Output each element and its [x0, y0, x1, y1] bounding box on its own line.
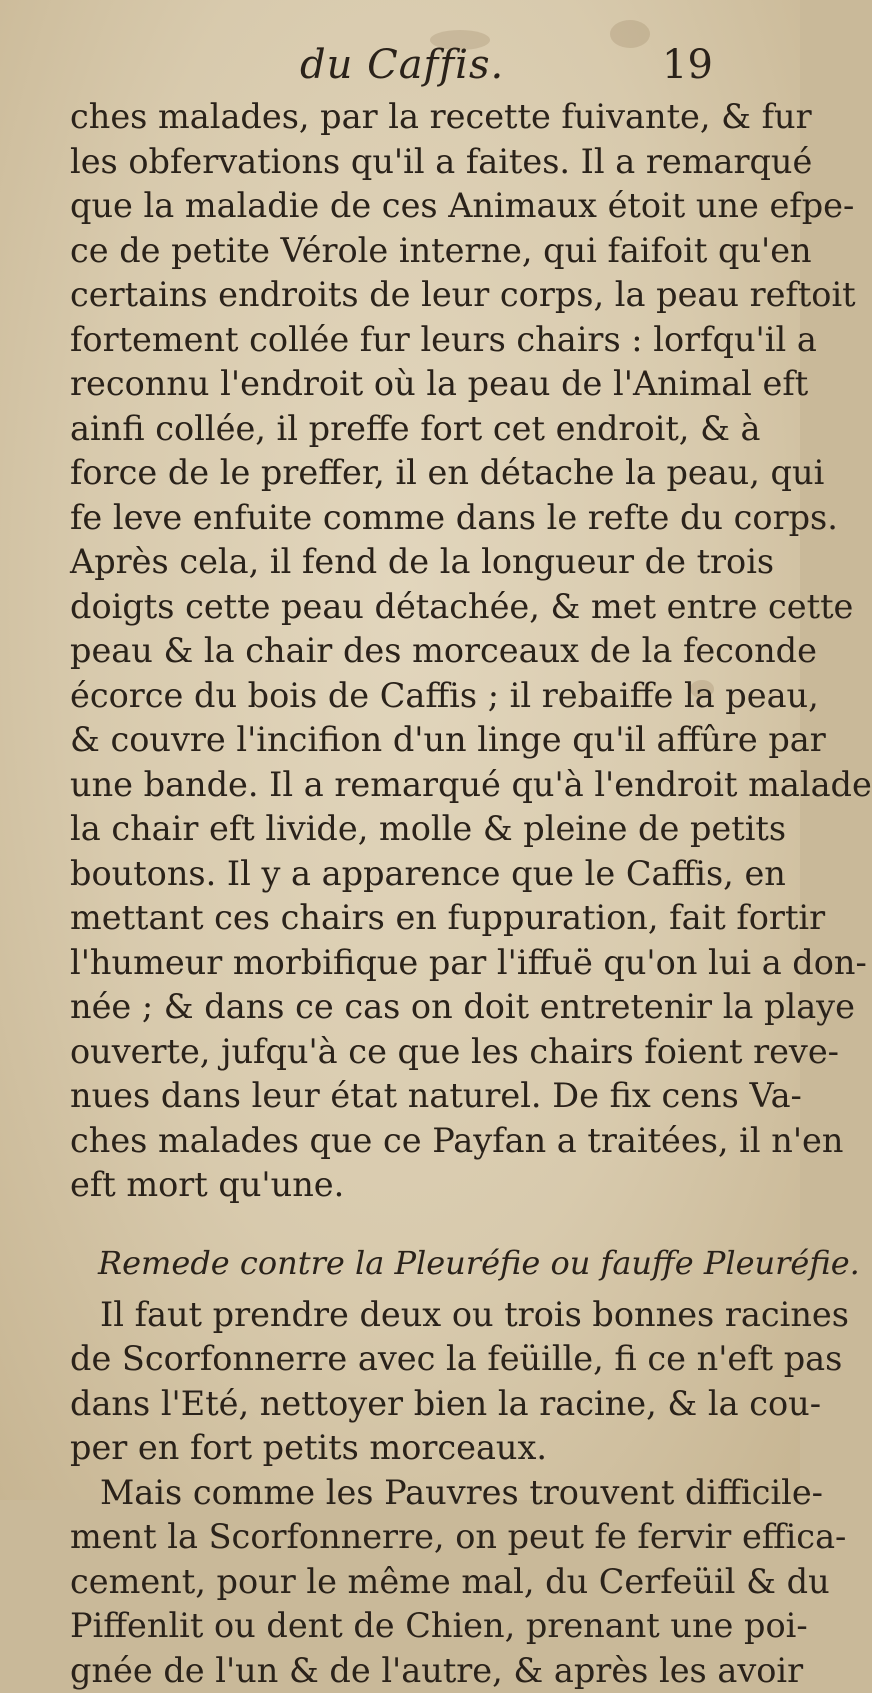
text-line: l'humeur morbifique par l'iffuë qu'on lui a don-: [70, 941, 740, 986]
page-header: [0, 42, 800, 102]
text-line: les obfervations qu'il a faites. Il a remarqué: [70, 140, 740, 185]
text-line: boutons. Il y a apparence que le Caffis, en: [70, 852, 740, 897]
text-line: force de le preffer, il en détache la peau, qui: [70, 451, 740, 496]
page-body: [70, 95, 740, 1693]
text-line: ment la Scorfonnerre, on peut fe fervir effica-: [70, 1515, 740, 1560]
section-title: Remede contre la Pleuréfie ou fauffe Pleuréfie.: [70, 1233, 740, 1293]
text-line: Piffenlit ou dent de Chien, prenant une poi-: [70, 1604, 740, 1649]
paragraph-scorzonera-remedy: [70, 1293, 740, 1471]
text-line: gnée de l'un & de l'autre, & après les avoir: [70, 1649, 740, 1693]
text-line: dans l'Eté, nettoyer bien la racine, & la cou-: [70, 1382, 740, 1427]
paragraph-alternative-remedy: [70, 1471, 740, 1693]
text-line: eft mort qu'une.: [70, 1163, 740, 1208]
text-line: Après cela, il fend de la longueur de trois: [70, 540, 740, 585]
text-line: nues dans leur état naturel. De fix cens Va-: [70, 1074, 740, 1119]
running-title: du Caffis.: [300, 42, 504, 88]
text-line: cement, pour le même mal, du Cerfeüil & du: [70, 1560, 740, 1605]
text-line: de Scorfonnerre avec la feüille, fi ce n'eft pas: [70, 1337, 740, 1382]
text-line: ce de petite Vérole interne, qui faifoit qu'en: [70, 229, 740, 274]
text-line: mettant ces chairs en fuppuration, fait fortir: [70, 896, 740, 941]
text-line: fortement collée fur leurs chairs : lorfqu'il a: [70, 318, 740, 363]
text-line: reconnu l'endroit où la peau de l'Animal eft: [70, 362, 740, 407]
text-line: ches malades que ce Payfan a traitées, il n'en: [70, 1119, 740, 1164]
text-line: une bande. Il a remarqué qu'à l'endroit malade: [70, 763, 740, 808]
text-line: Il faut prendre deux ou trois bonnes racines: [70, 1293, 740, 1338]
text-line: écorce du bois de Caffis ; il rebaiffe la peau,: [70, 674, 740, 719]
text-line: certains endroits de leur corps, la peau reftoit: [70, 273, 740, 318]
page-number: 19: [662, 42, 713, 88]
text-line: que la maladie de ces Animaux étoit une efpe-: [70, 184, 740, 229]
paragraph-veterinary-remedy: [70, 95, 740, 1208]
text-line: ouverte, jufqu'à ce que les chairs foient reve-: [70, 1030, 740, 1075]
text-line: la chair eft livide, molle & pleine de petits: [70, 807, 740, 852]
text-line: Mais comme les Pauvres trouvent difficile-: [70, 1471, 740, 1516]
text-line: née ; & dans ce cas on doit entretenir la playe: [70, 985, 740, 1030]
text-line: doigts cette peau détachée, & met entre cette: [70, 585, 740, 630]
text-line: per en fort petits morceaux.: [70, 1426, 740, 1471]
text-line: ainfi collée, il preffe fort cet endroit, & à: [70, 407, 740, 452]
text-line: & couvre l'incifion d'un linge qu'il affûre par: [70, 718, 740, 763]
text-line: fe leve enfuite comme dans le refte du corps.: [70, 496, 740, 541]
text-line: ches malades, par la recette fuivante, & fur: [70, 95, 740, 140]
text-line: peau & la chair des morceaux de la feconde: [70, 629, 740, 674]
